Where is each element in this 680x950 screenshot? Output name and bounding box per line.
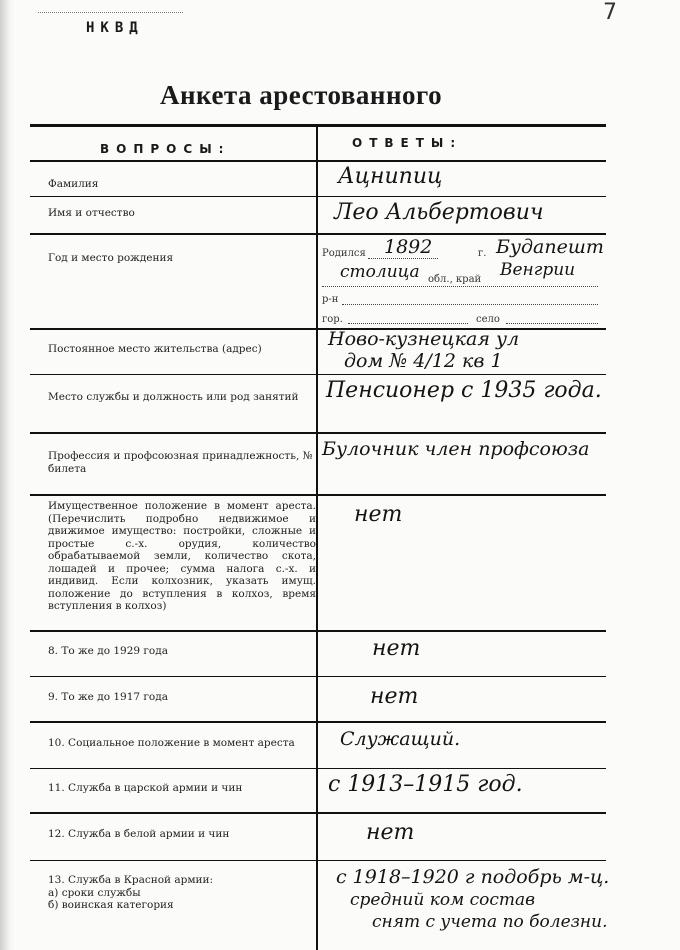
village-label: село bbox=[476, 314, 500, 325]
district-line bbox=[342, 304, 598, 305]
row-divider bbox=[30, 860, 606, 861]
row-divider bbox=[30, 721, 606, 723]
answer-profession: Булочник член профсоюза bbox=[322, 438, 590, 460]
question-white-army: 12. Служба в белой армии и чин bbox=[48, 828, 230, 840]
row-divider bbox=[30, 768, 606, 769]
answer-red-army-line3: снят с учета по болезни. bbox=[372, 912, 608, 932]
answer-occupation: Пенсионер с 1935 года. bbox=[326, 378, 602, 403]
answer-white-army: нет bbox=[366, 820, 415, 845]
question-red-army: 13. Служба в Красной армии: а) сроки службы б) воинская категория bbox=[48, 874, 214, 911]
form-title: Анкета арестованного bbox=[160, 80, 443, 110]
answer-social: Служащий. bbox=[340, 728, 461, 750]
answer-before-1917: нет bbox=[370, 684, 419, 709]
region-label: обл., край bbox=[428, 274, 482, 285]
answer-surname: Ацнипиц bbox=[338, 164, 443, 189]
village-line bbox=[506, 323, 598, 324]
answer-red-army-line1: с 1918–1920 г подобрь м-ц. bbox=[336, 866, 610, 888]
row-divider bbox=[30, 160, 606, 162]
birth-city: Будапешт bbox=[496, 236, 604, 258]
row-divider bbox=[30, 494, 606, 496]
birth-region: столица bbox=[340, 262, 420, 282]
question-profession: Профессия и профсоюзная принадлежность, № билета bbox=[48, 450, 313, 475]
year-line bbox=[368, 258, 438, 259]
column-divider bbox=[316, 124, 318, 950]
question-before-1917: 9. То же до 1917 года bbox=[48, 691, 168, 703]
answers-header: ОТВЕТЫ: bbox=[352, 136, 463, 150]
question-birth: Год и место рождения bbox=[48, 252, 174, 264]
answer-property: нет bbox=[354, 502, 403, 527]
agency-name: НКВД bbox=[86, 20, 144, 36]
scan-edge bbox=[0, 0, 14, 950]
question-address: Постоянное место жительства (адрес) bbox=[48, 343, 262, 355]
question-social: 10. Социальное положение в момент ареста bbox=[48, 737, 295, 749]
answer-before-1929: нет bbox=[372, 636, 421, 661]
row-divider bbox=[30, 328, 606, 330]
row-divider bbox=[30, 233, 606, 235]
born-label: Родился bbox=[322, 248, 366, 259]
question-before-1929: 8. То же до 1929 года bbox=[48, 645, 168, 657]
town-label: гор. bbox=[322, 314, 343, 325]
answer-tsar-army: с 1913–1915 год. bbox=[328, 772, 523, 797]
row-divider bbox=[30, 374, 606, 375]
question-tsar-army: 11. Служба в царской армии и чин bbox=[48, 782, 243, 794]
town-line bbox=[348, 323, 468, 324]
birth-country: Венгрии bbox=[500, 260, 576, 280]
row-divider bbox=[30, 432, 606, 434]
row-divider bbox=[30, 630, 606, 632]
questions-header: ВОПРОСЫ: bbox=[100, 142, 231, 156]
district-label: р-н bbox=[322, 294, 339, 305]
page-number-mark: 7 bbox=[603, 0, 617, 25]
birth-year: 1892 bbox=[384, 236, 433, 258]
row-divider bbox=[30, 676, 606, 677]
question-occupation: Место службы и должность или род занятий bbox=[48, 391, 299, 403]
header-rule bbox=[38, 12, 183, 13]
question-property: Имущественное положение в момент ареста. (Перечислить подробно недвижимое и движимое имущество: постройки, сложные и простые с.-х. орудия, количество обрабатываемой земли, количество скота, лошадей и прочее; сумма налога с.-х. и индивид. Если колхозник, указать имущ. положение до вступления в колхоз, время вступления в колхоз) bbox=[48, 500, 316, 612]
question-surname: Фамилия bbox=[48, 178, 99, 190]
row-divider bbox=[30, 196, 606, 197]
answer-name: Лео Альбертович bbox=[334, 200, 544, 225]
answer-address-line1: Ново-кузнецкая ул bbox=[328, 328, 520, 350]
answer-address-line2: дом № 4/12 кв 1 bbox=[344, 350, 503, 372]
region-line bbox=[322, 286, 598, 287]
answer-red-army-line2: средний ком состав bbox=[350, 890, 536, 910]
table-top-border bbox=[30, 124, 606, 127]
row-divider bbox=[30, 812, 606, 814]
question-name: Имя и отчество bbox=[48, 207, 135, 219]
year-suffix: г. bbox=[478, 248, 487, 259]
